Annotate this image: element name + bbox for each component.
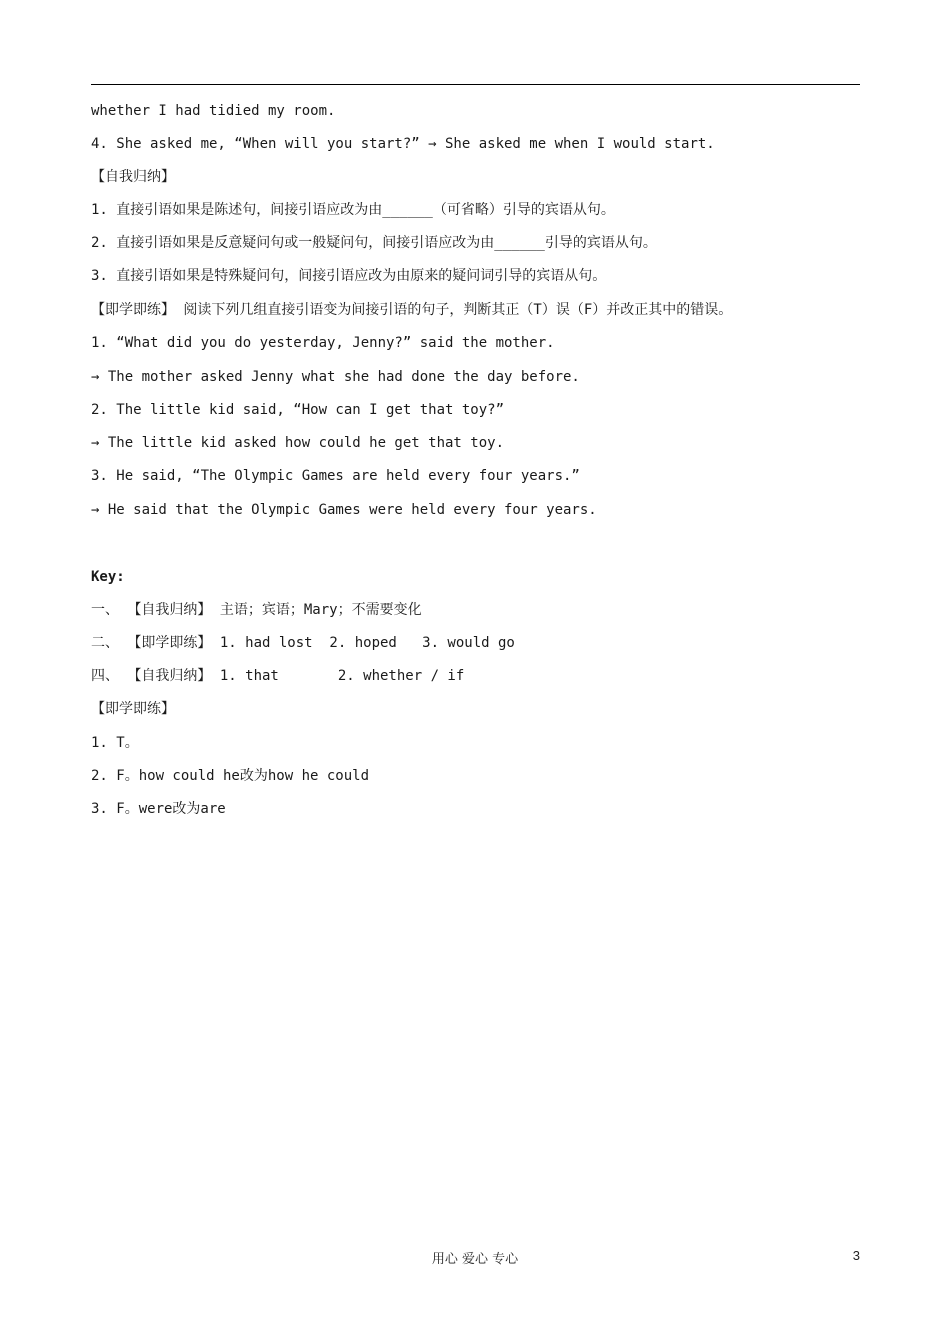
text-line: 1. “What did you do yesterday, Jenny?” said the mother. (91, 335, 555, 351)
text-line: 4. She asked me, “When will you start?” → She asked me when I would start. (91, 136, 715, 152)
page-footer: 用心 爱心 专心 (431, 1252, 519, 1267)
key-line: 四、 【自我归纳】 1. that 2. whether / if (91, 668, 465, 684)
section-heading: 【即学即练】 阅读下列几组直接引语变为间接引语的句子，判断其正（T）误（F）并改正其中的错误。 (91, 302, 733, 318)
key-line: 3. F。were改为are (91, 801, 226, 817)
text-line: → The little kid asked how could he get that toy. (91, 435, 505, 451)
key-line: 一、 【自我归纳】 主语；宾语；Mary；不需要变化 (91, 602, 422, 618)
text-line: 2. 直接引语如果是反意疑问句或一般疑问句，间接引语应改为由______引导的宾语从句。 (91, 235, 657, 251)
text-line: → He said that the Olympic Games were held every four years. (91, 502, 597, 518)
text-line: whether I had tidied my room. (91, 103, 336, 119)
section-heading: 【自我归纳】 (91, 169, 175, 185)
key-line: 2. F。how could he改为how he could (91, 768, 370, 784)
text-line: 3. 直接引语如果是特殊疑问句，间接引语应改为由原来的疑问词引导的宾语从句。 (91, 268, 607, 284)
key-line: 二、 【即学即练】 1. had lost 2. hoped 3. would go (91, 635, 515, 651)
text-line: 2. The little kid said, “How can I get that toy?” (91, 402, 505, 418)
text-line: 3. He said, “The Olympic Games are held every four years.” (91, 468, 580, 484)
header-rule (91, 84, 860, 85)
page-number: 3 (852, 1248, 860, 1263)
text-line: 1. 直接引语如果是陈述句，间接引语应改为由______（可省略）引导的宾语从句。 (91, 202, 615, 218)
text-line: → The mother asked Jenny what she had done the day before. (91, 369, 580, 385)
key-line: 【即学即练】 (91, 701, 175, 717)
key-line: 1. T。 (91, 735, 139, 751)
key-title: Key: (91, 569, 125, 585)
